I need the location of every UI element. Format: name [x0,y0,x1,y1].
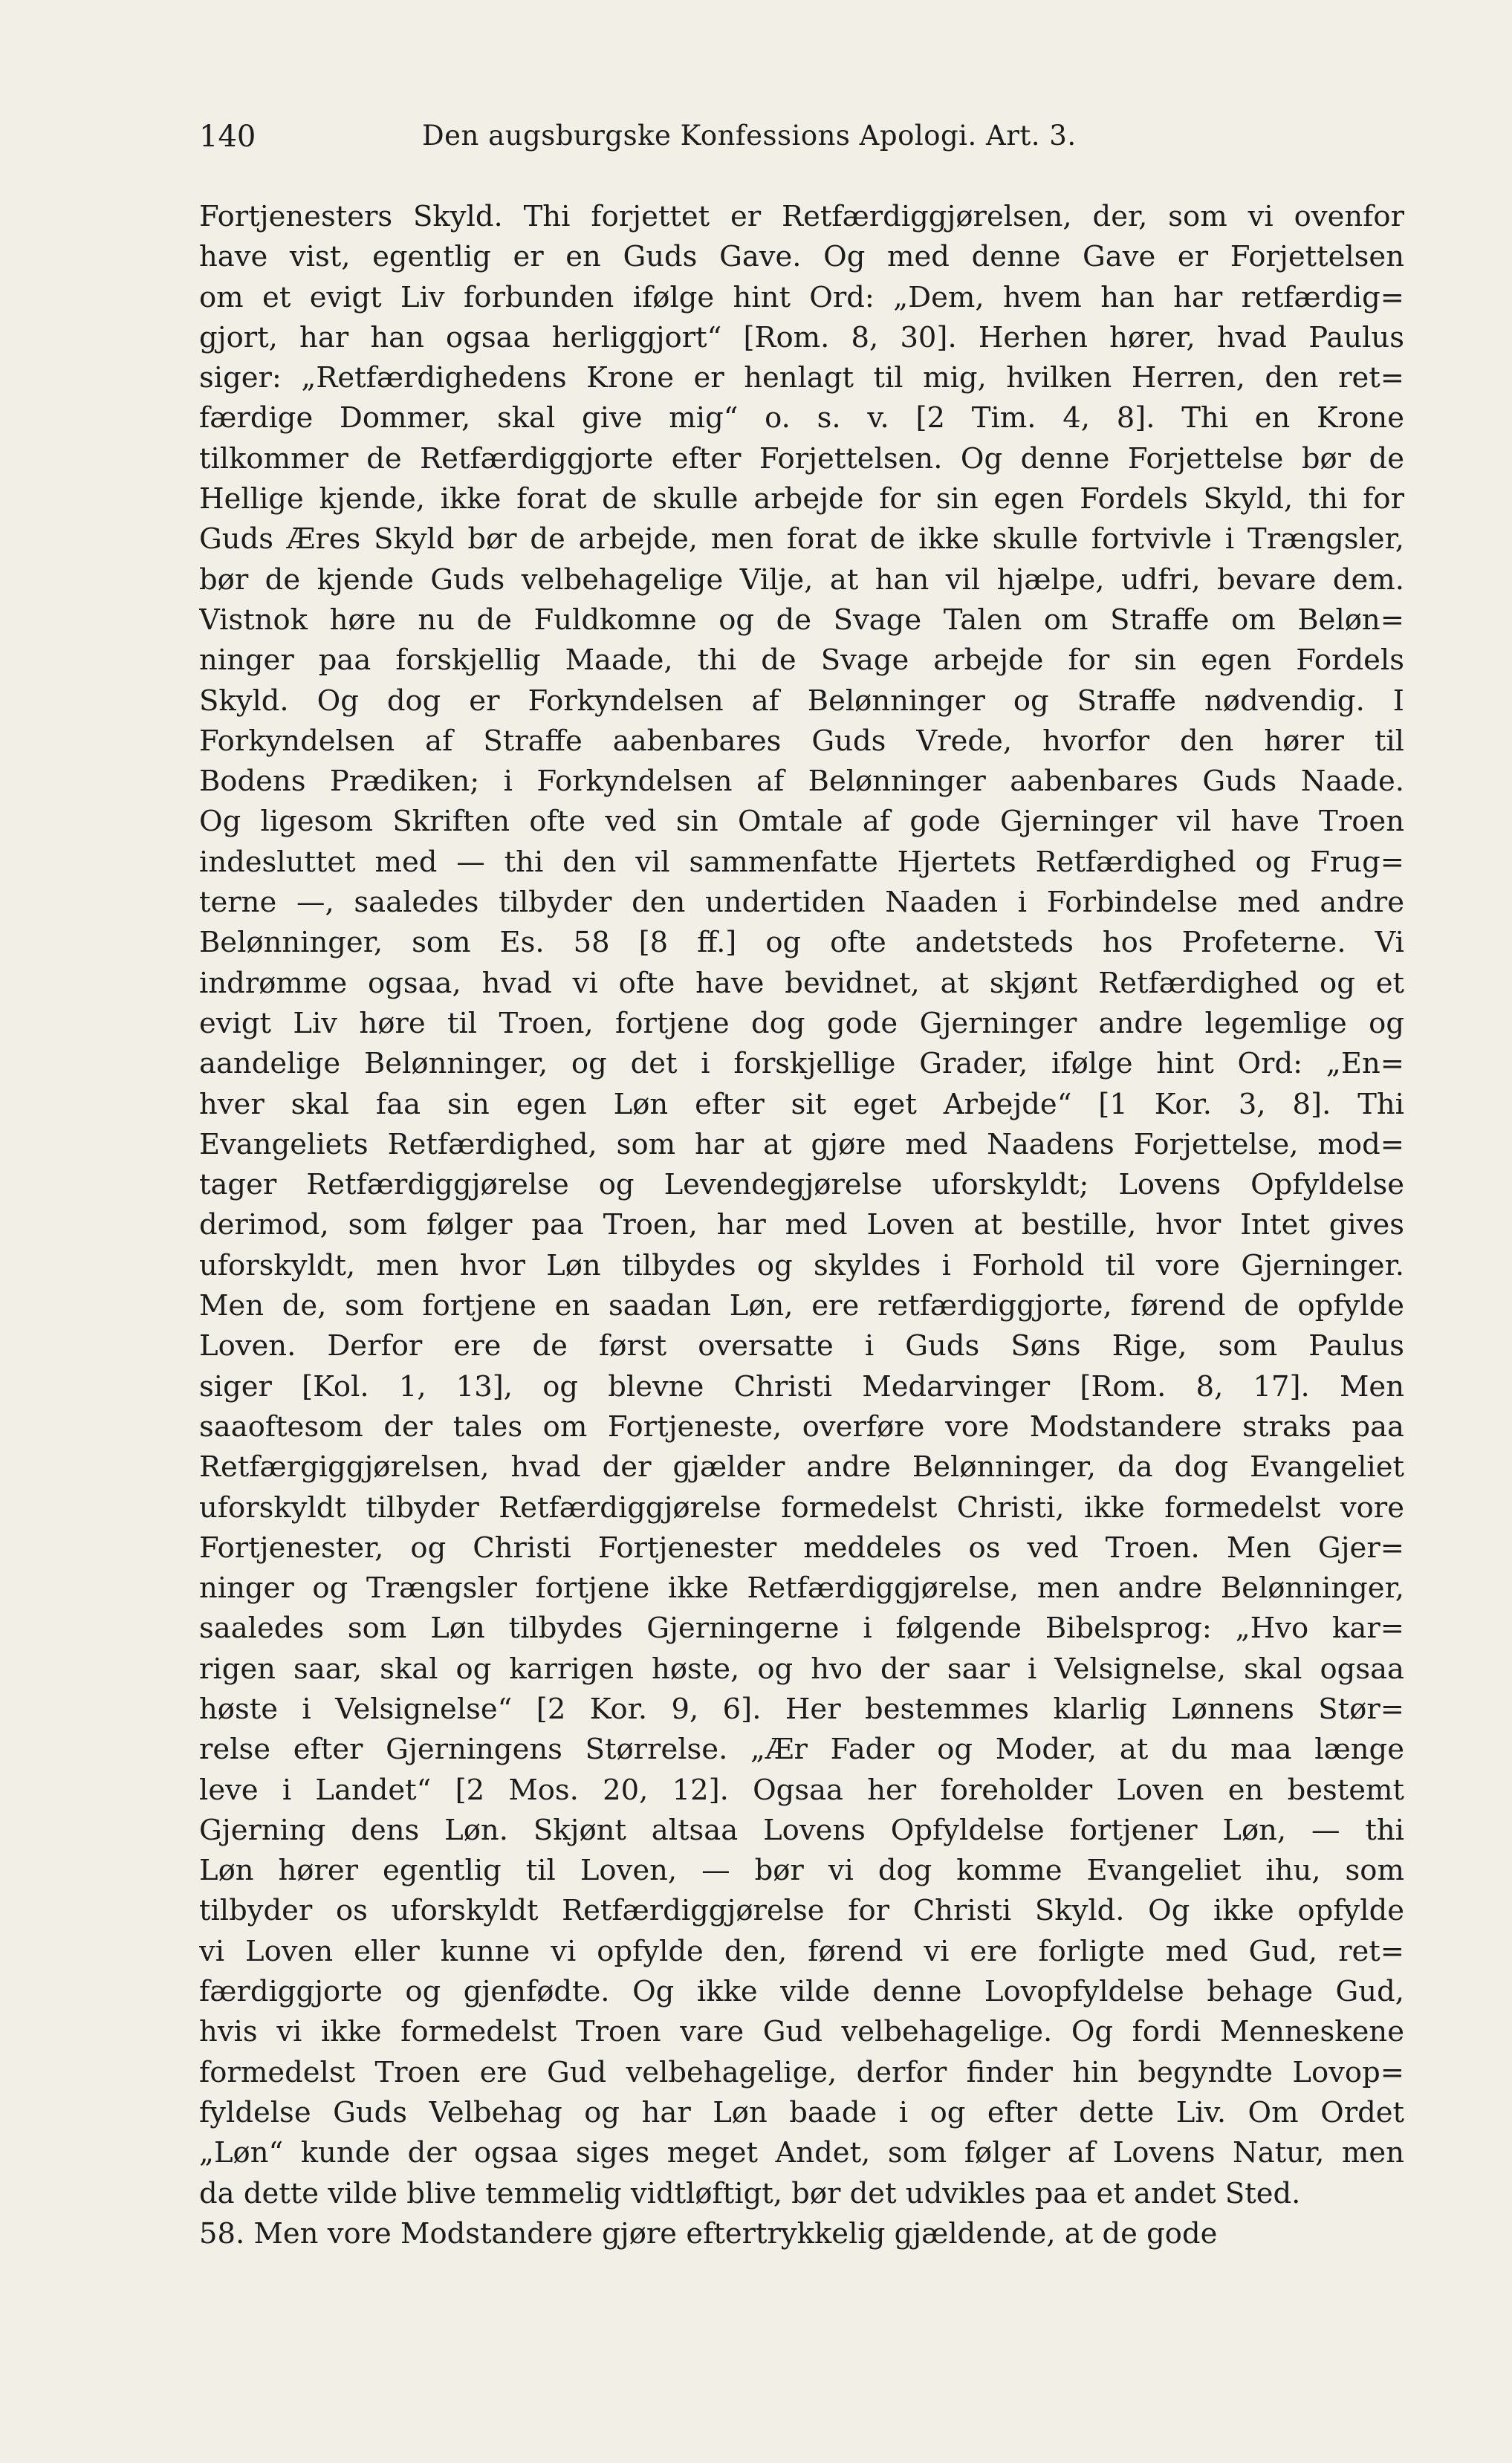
text-line: tilbyder os uforskyldt Retfærdiggjørelse for Christi Skyld. Og ikke opfylde [199,1894,1404,1928]
text-line: indrømme ogsaa, hvad vi ofte have bevidnet, at skjønt Retfærdighed og et [199,966,1404,1000]
text-line: tilkommer de Retfærdiggjorte efter Forjettelsen. Og denne Forjettelse bør de [199,441,1404,476]
text-line: 58. Men vore Modstandere gjøre eftertrykkelig gjældende, at de gode [199,2216,1218,2251]
text-line: terne —, saaledes tilbyder den undertiden Naaden i Forbindelse med andre [199,886,1404,920]
text-line: Loven. Derfor ere de først oversatte i Guds Søns Rige, som Paulus [199,1329,1404,1363]
text-line: høste i Velsignelse“ [2 Kor. 9, 6]. Her bestemmes klarlig Lønnens Stør= [199,1692,1404,1726]
text-line: Bodens Prædiken; i Forkyndelsen af Belønninger aabenbares Guds Naade. [199,765,1404,799]
text-line: Forkyndelsen af Straffe aabenbares Guds Vrede, hvorfor den hører til [199,724,1404,758]
text-line: saaoftesom der tales om Fortjeneste, overføre vore Modstandere straks paa [199,1409,1404,1444]
text-line: Fortjenesters Skyld. Thi forjettet er Retfærdiggjørelsen, der, som vi ovenfor [199,200,1404,233]
text-line: Fortjenester, og Christi Fortjenester meddeles os ved Troen. Men Gjer= [199,1531,1404,1565]
text-line: Vistnok høre nu de Fuldkomne og de Svage Talen om Straffe om Beløn= [199,603,1404,637]
text-line: derimod, som følger paa Troen, har med Loven at bestille, hvor Intet gives [199,1208,1404,1242]
text-line: leve i Landet“ [2 Mos. 20, 12]. Ogsaa her foreholder Loven en bestemt [199,1773,1404,1807]
text-line: hver skal faa sin egen Løn efter sit eget Arbejde“ [1 Kor. 3, 8]. Thi [199,1087,1404,1121]
text-line: om et evigt Liv forbunden ifølge hint Ord: „Dem, hvem han har retfærdig= [199,280,1404,314]
text-line: gjort, har han ogsaa herliggjort“ [Rom. 8, 30]. Herhen hører, hvad Paulus [199,320,1404,354]
text-line: hvis vi ikke formedelst Troen vare Gud velbehagelige. Og fordi Menneskene [199,2015,1404,2049]
text-line: Evangeliets Retfærdighed, som har at gjøre med Naadens Forjettelse, mod= [199,1127,1404,1161]
text-line: uforskyldt tilbyder Retfærdiggjørelse formedelst Christi, ikke formedelst vore [199,1490,1404,1525]
text-line: da dette vilde blive temmelig vidtløftigt, bør det udvikles paa et andet Sted. [199,2176,1301,2210]
text-line: siger: „Retfærdighedens Krone er henlagt til mig, hvilken Herren, den ret= [199,361,1404,395]
text-line: Guds Æres Skyld bør de arbejde, men forat de ikke skulle fortvivle i Trængsler, [199,522,1404,556]
page-number: 140 [199,120,256,154]
text-line: tager Retfærdiggjørelse og Levendegjørelse uforskyldt; Lovens Opfyldelse [199,1168,1404,1202]
text-line: Belønninger, som Es. 58 [8 ff.] og ofte andetsteds hos Profeterne. Vi [199,926,1404,960]
text-line: rigen saar, skal og karrigen høste, og hvo der saar i Velsignelse, skal ogsaa [199,1652,1404,1686]
text-line: Gjerning dens Løn. Skjønt altsaa Lovens Opfyldelse fortjener Løn, — thi [199,1813,1404,1847]
text-line: relse efter Gjerningens Størrelse. „Ær Fader og Moder, at du maa længe [199,1733,1404,1767]
page-header [199,117,1403,165]
body-text [199,197,1404,2254]
text-line: ninger og Trængsler fortjene ikke Retfærdiggjørelse, men andre Belønninger, [199,1571,1404,1606]
text-line: Men de, som fortjene en saadan Løn, ere retfærdiggjorte, førend de opfylde [199,1289,1404,1323]
text-line: aandelige Belønninger, og det i forskjellige Grader, ifølge hint Ord: „En= [199,1047,1404,1081]
text-line: fyldelse Guds Velbehag og har Løn baade i og efter dette Liv. Om Ordet [199,2095,1404,2129]
text-line: færdige Dommer, skal give mig“ o. s. v. [2 Tim. 4, 8]. Thi en Krone [199,401,1404,435]
text-line: uforskyldt, men hvor Løn tilbydes og skyldes i Forhold til vore Gjerninger. [199,1248,1404,1282]
text-line: evigt Liv høre til Troen, fortjene dog gode Gjerninger andre legemlige og [199,1006,1404,1040]
text-line: Hellige kjende, ikke forat de skulle arbejde for sin egen Fordels Skyld, thi for [199,482,1404,516]
text-line: „Løn“ kunde der ogsaa siges meget Andet, som følger af Lovens Natur, men [199,2136,1404,2170]
text-line: Retfærgiggjørelsen, hvad der gjælder andre Belønninger, da dog Evangeliet [199,1450,1404,1484]
text-line: indesluttet med — thi den vil sammenfatte Hjertets Retfærdighed og Frug= [199,845,1404,879]
text-line: siger [Kol. 1, 13], og blevne Christi Medarvinger [Rom. 8, 17]. Men [199,1369,1404,1404]
running-title: Den augsburgske Konfessions Apologi. Art. 3. [422,120,1077,152]
text-line: Og ligesom Skriften ofte ved sin Omtale af gode Gjerninger vil have Troen [199,805,1404,839]
text-line: ninger paa forskjellig Maade, thi de Svage arbejde for sin egen Fordels [199,643,1404,678]
text-line: færdiggjorte og gjenfødte. Og ikke vilde denne Lovopfyldelse behage Gud, [199,1975,1404,2009]
text-line: Skyld. Og dog er Forkyndelsen af Belønninger og Straffe nødvendig. I [199,684,1404,718]
text-line: vi Loven eller kunne vi opfylde den, førend vi ere forligte med Gud, ret= [199,1934,1404,1968]
text-line: bør de kjende Guds velbehagelige Vilje, at han vil hjælpe, udfri, bevare dem. [199,562,1404,597]
text-line: have vist, egentlig er en Guds Gave. Og med denne Gave er Forjettelsen [199,240,1404,274]
text-line: saaledes som Løn tilbydes Gjerningerne i følgende Bibelsprog: „Hvo kar= [199,1612,1404,1646]
text-line: formedelst Troen ere Gud velbehagelige, derfor finder hin begyndte Lovop= [199,2055,1404,2089]
text-line: Løn hører egentlig til Loven, — bør vi dog komme Evangeliet ihu, som [199,1854,1404,1888]
